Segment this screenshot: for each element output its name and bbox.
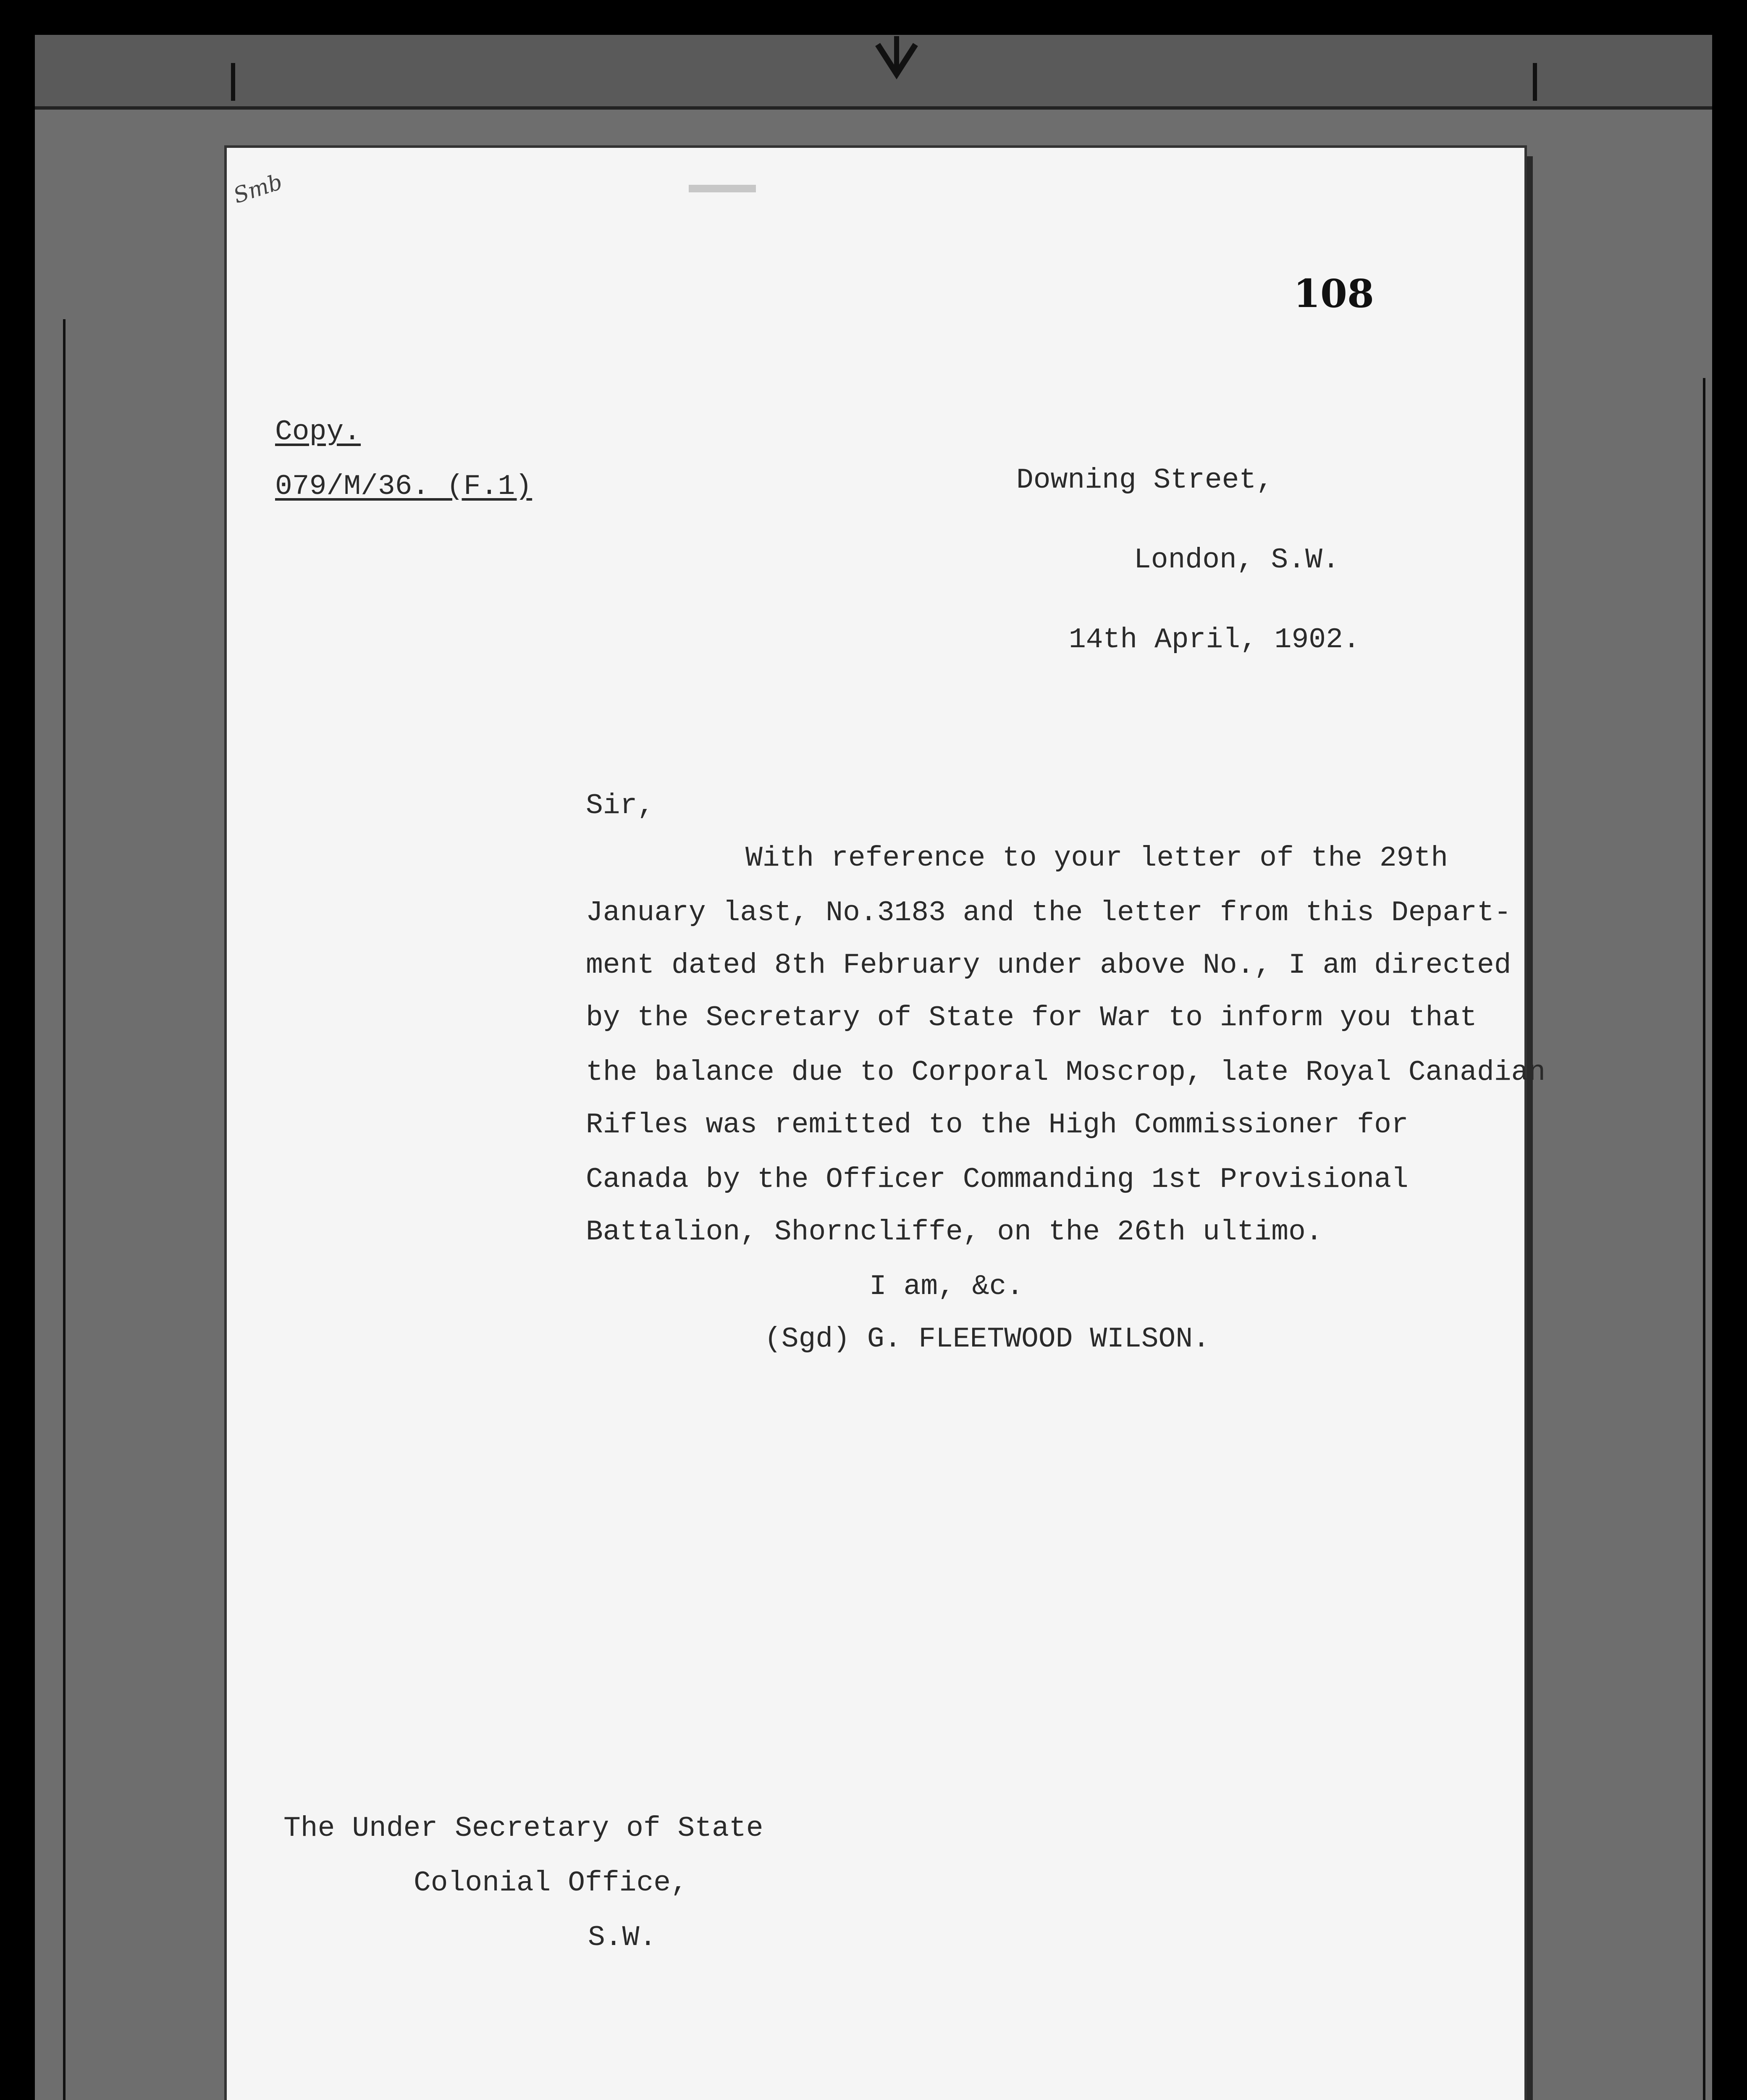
addressee-line-1: The Under Secretary of State — [283, 1812, 763, 1845]
reference-number: 079/M/36. (F.1) — [275, 470, 532, 503]
body-line: the balance due to Corporal Moscrop, late Royal Canadian — [586, 1056, 1546, 1089]
body-line: by the Secretary of State for War to inform you that — [586, 1002, 1477, 1034]
paper-smudge — [689, 185, 756, 192]
frame-tick-right — [1533, 63, 1537, 101]
body-line: Battalion, Shorncliffe, on the 26th ultimo. — [586, 1216, 1323, 1248]
addressee-line-3: S.W. — [588, 1922, 657, 1954]
handwritten-initials: Smb — [230, 169, 286, 209]
salutation: Sir, — [586, 790, 655, 822]
body-line: January last, No.3183 and the letter from this Depart- — [586, 897, 1511, 929]
left-edge-line — [63, 319, 66, 2100]
addressee-line-2: Colonial Office, — [414, 1867, 688, 1899]
body-line: ment dated 8th February under above No., I am directed — [586, 949, 1511, 982]
letter-date: 14th April, 1902. — [1069, 624, 1360, 656]
right-edge-line — [1703, 378, 1705, 2100]
page-number: 108 — [1293, 271, 1375, 316]
signature: (Sgd) G. FLEETWOOD WILSON. — [764, 1323, 1210, 1355]
frame-notch-icon — [874, 36, 920, 82]
address-line-2: London, S.W. — [1134, 544, 1340, 576]
body-line: Canada by the Officer Commanding 1st Provisional — [586, 1163, 1409, 1196]
address-line-1: Downing Street, — [1016, 464, 1274, 496]
closing: I am, &c. — [869, 1270, 1024, 1303]
body-line: With reference to your letter of the 29th — [745, 842, 1448, 874]
body-line: Rifles was remitted to the High Commissioner for — [586, 1109, 1409, 1141]
copy-label: Copy. — [275, 416, 361, 448]
frame-tick-left — [231, 63, 235, 101]
